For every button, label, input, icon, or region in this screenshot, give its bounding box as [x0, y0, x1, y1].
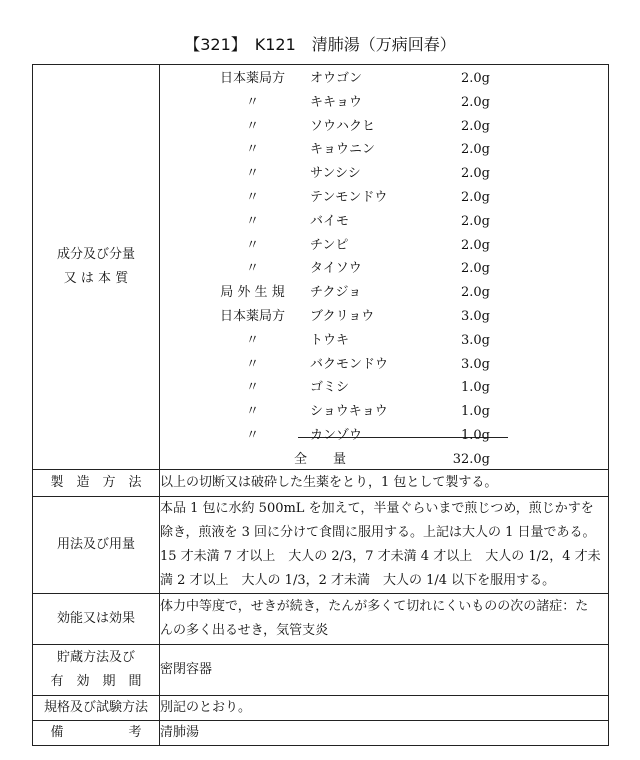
ingredient-amount: 2.0g: [461, 118, 490, 134]
ingredient-row: [160, 329, 608, 353]
ingredients-row: [33, 65, 609, 470]
ingredients-label: [33, 65, 160, 470]
dosage-row: [33, 497, 609, 594]
ingredient-source: 〃: [245, 142, 259, 158]
ingredient-amount: 3.0g: [461, 309, 490, 324]
ingredient-row: [160, 138, 608, 162]
ingredient-source: 〃: [245, 213, 259, 229]
ingredient-name: バクモンドウ: [310, 356, 389, 372]
dosage-line-2: 除き，煎液を 3 回に分けて食間に服用する。上記は大人の 1 日量である。: [160, 525, 596, 540]
ingredient-name: キョウニン: [310, 142, 376, 158]
ingredient-name: サンシシ: [310, 166, 361, 182]
efficacy-label: 効能又は効果: [33, 594, 160, 645]
storage-text: 密閉容器: [160, 645, 609, 696]
ingredient-source: 〃: [245, 237, 259, 253]
ingredient-source: 局 外 生 規: [220, 285, 285, 301]
storage-label-line-1: 貯蔵方法及び: [56, 650, 135, 665]
dosage-label: 用法及び用量: [33, 497, 160, 594]
ingredient-row: [160, 186, 608, 210]
ingredient-name: ブクリョウ: [310, 309, 375, 324]
ingredient-row: [160, 115, 608, 139]
ingredient-row: [160, 67, 608, 91]
total-label: 全 量: [293, 452, 346, 467]
ingredient-amount: 1.0g: [461, 404, 490, 420]
manufacturing-text: 以上の切断又は破砕した生薬をとり，1 包として製する。: [160, 470, 609, 497]
ingredient-name: ゴミシ: [310, 380, 350, 396]
ingredient-name: ショウキョウ: [310, 404, 388, 420]
ingredient-name: テンモンドウ: [310, 190, 388, 205]
ingredient-name: トウキ: [310, 332, 350, 348]
ingredient-name: オウゴン: [310, 71, 363, 86]
ingredient-amount: 3.0g: [461, 332, 490, 348]
ingredient-source: 〃: [245, 118, 259, 134]
ingredient-source: 日本薬局方: [219, 71, 285, 86]
ingredient-row: [160, 210, 608, 234]
ingredient-name: タイソウ: [310, 261, 362, 277]
dosage-line-4: 満 2 才以上 大人の 1/3，2 才未満 大人の 1/4 以下を服用する。: [160, 573, 556, 588]
ingredient-name: カンゾウ: [310, 428, 363, 443]
ingredient-row: [160, 353, 608, 377]
monograph-table: [32, 64, 609, 746]
total-amount: 32.0g: [452, 452, 490, 467]
ingredient-source: 〃: [245, 332, 259, 348]
ingredient-row: [160, 424, 608, 448]
ingredient-row: [160, 91, 608, 115]
spec-text: 別記のとおり。: [160, 696, 609, 721]
efficacy-line-2: んの多く出るせき，気管支炎: [160, 623, 329, 638]
ingredient-source: 〃: [245, 166, 259, 182]
ingredient-name: バイモ: [310, 213, 350, 229]
ingredient-source: 〃: [245, 404, 259, 420]
storage-label-line-2: 有 効 期 間: [50, 674, 142, 689]
dosage-text: [160, 497, 609, 594]
ingredient-row: [160, 400, 608, 424]
total-row: [160, 448, 608, 472]
storage-row: [33, 645, 609, 696]
ingredient-amount: 1.0g: [461, 428, 490, 443]
efficacy-line-1: 体力中等度で，せきが続き，たんが多くて切れにくいものの次の諸症：た: [160, 599, 589, 614]
ingredient-source: 〃: [245, 190, 259, 205]
remarks-text: 清肺湯: [160, 721, 609, 746]
ingredient-source: 日本薬局方: [219, 309, 285, 324]
ingredient-row: [160, 257, 608, 281]
ingredient-amount: 2.0g: [461, 142, 490, 158]
efficacy-text: [160, 594, 609, 645]
remarks-row: [33, 721, 609, 746]
ingredient-source: 〃: [245, 356, 259, 372]
ingredient-amount: 2.0g: [461, 71, 490, 86]
storage-label: [33, 645, 160, 696]
ingredient-row: [160, 305, 608, 329]
ingredient-name: ソウハクヒ: [310, 118, 376, 134]
ingredient-amount: 2.0g: [461, 94, 490, 110]
ingredient-amount: 2.0g: [461, 237, 490, 253]
ingredient-name: チンピ: [310, 237, 349, 253]
ingredient-name: キキョウ: [310, 94, 363, 110]
ingredient-source: 〃: [245, 428, 259, 443]
dosage-line-3: 15 才未満 7 才以上 大人の 2/3，7 才未満 4 才以上 大人の 1/2，4 才未: [160, 549, 601, 564]
efficacy-row: [33, 594, 609, 645]
spec-row: [33, 696, 609, 721]
ingredient-list: [160, 65, 608, 469]
ingredient-row: [160, 376, 608, 400]
ingredient-name: チクジョ: [310, 285, 362, 301]
ingredients-label-line-2: 又 は 本 質: [63, 271, 129, 286]
ingredient-row: [160, 281, 608, 305]
page-title: 【321】 K121 清肺湯（万病回春）: [184, 35, 456, 54]
manufacturing-label: 製 造 方 法: [33, 470, 160, 497]
ingredient-amount: 1.0g: [461, 380, 490, 396]
ingredient-amount: 2.0g: [461, 213, 490, 229]
ingredient-row: [160, 234, 608, 258]
ingredient-source: 〃: [245, 261, 259, 277]
ingredients-cell: [160, 65, 609, 470]
spec-label: 規格及び試験方法: [33, 696, 160, 721]
dosage-line-1: 本品 1 包に水約 500mL を加えて，半量ぐらいまで煎じつめ，煎じかすを: [160, 501, 594, 516]
ingredient-row: [160, 162, 608, 186]
ingredients-label-line-1: 成分及び分量: [56, 247, 135, 262]
ingredient-amount: 3.0g: [461, 356, 490, 372]
ingredient-amount: 2.0g: [461, 261, 490, 277]
remarks-label: 備 考: [33, 721, 160, 746]
ingredient-amount: 2.0g: [461, 190, 490, 205]
ingredient-source: 〃: [245, 94, 259, 110]
manufacturing-row: [33, 470, 609, 497]
ingredient-amount: 2.0g: [461, 166, 490, 182]
ingredient-source: 〃: [245, 380, 259, 396]
ingredient-amount: 2.0g: [461, 285, 490, 301]
